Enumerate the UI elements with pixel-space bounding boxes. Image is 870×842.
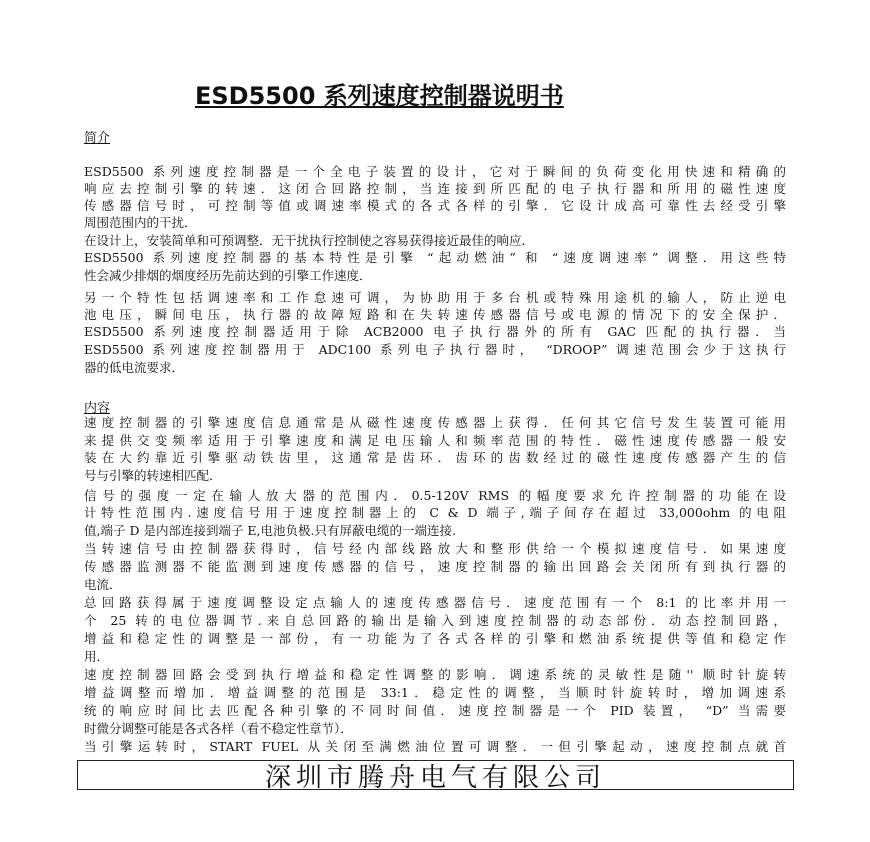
- intro-line: ESD5500 系列速度控制器的基本特性是引擎 “起动燃油” 和 “速度调速率” 调整．用这些特: [84, 250, 786, 265]
- content-line: 计特性范围内.速度信号用于速度控制器上的 C & D 端子,端子间存在超过 33,000ohm 的电阻: [84, 505, 786, 520]
- intro-line: 性会减少排烟的烟度经历先前达到的引擎工作速度．: [84, 268, 372, 283]
- content-line: 来提供交变频率适用于引擎速度和满足电压输人和频率范围的特性．磁性速度传感器一般安: [84, 433, 786, 448]
- intro-line: 周围范围内的干扰．: [84, 215, 197, 230]
- content-line: 增益调整而增加．增益调整的范围是 33:1．稳定性的调整，当顺时针旋转时，增加调速系: [84, 685, 786, 700]
- content-line: 信号的强度一定在输人放大器的范围内．0.5-120V RMS 的幅度要求允许控制器的功能在设: [84, 488, 786, 503]
- content-line: 电流．: [84, 577, 122, 592]
- content-heading: 内容: [84, 401, 111, 416]
- content-line: 装在大约靠近引擎驱动铁齿里，这通常是齿环．齿环的齿数经过的磁性速度传感器产生的信: [84, 450, 786, 465]
- content-line: 速度控制器的引擎速度信息通常是从磁性速度传感器上获得．任何其它信号发生装置可能用: [84, 415, 786, 430]
- content-line: 个 25 转的电位器调节.来自总回路的输出是输入到速度控制器的动态部份．动态控制回路，: [84, 613, 786, 628]
- content-line: 时微分调整可能是各式各样（看不稳定性章节）．: [84, 721, 353, 736]
- intro-line: 器的低电流要求．: [84, 360, 185, 375]
- content-line: 当转速信号由控制器获得时，信号经内部线路放大和整形供给一个模拟速度信号．如果速度: [84, 541, 786, 556]
- intro-line: ESD5500 系列速度控制器用于 ADC100 系列电子执行器时， “DROOP” 调速范围会少于这执行: [84, 342, 786, 357]
- intro-line: 在设计上，安装简单和可预调整．无干扰执行控制使之容易获得接近最佳的响应．: [84, 233, 535, 248]
- intro-line: 池电压，瞬间电压，执行器的故障短路和在失转速传感器信号或电源的情况下的安全保护．: [84, 307, 786, 322]
- content-line: 值,端子 D 是内部连接到端子 E,电池负极.只有屏蔽电缆的一端连接.: [84, 523, 456, 538]
- content-line: 统的响应时间比去匹配各种引擎的不同时间值．速度控制器是一个 PID 装置， “D” 当需要: [84, 703, 786, 718]
- intro-line: 传感器信号时，可控制等值或调速率模式的各式各样的引擎．它设计成高可靠性去经受引擎: [84, 198, 786, 213]
- content-line: 用．: [84, 649, 110, 664]
- content-line: 当引擎运转时，START FUEL 从关闭至满燃油位置可调整．一但引擎起动，速度控制点就首: [84, 739, 786, 754]
- intro-heading: 简介: [84, 131, 111, 146]
- document-title: ESD5500 系列速度控制器说明书: [195, 82, 564, 110]
- content-line: 总回路获得属于速度调整设定点输人的速度传感器信号．速度范围有一个 8:1 的比率并用一: [84, 595, 786, 610]
- intro-line: ESD5500 系列速度控制器是一个全电子装置的设计，它对于瞬间的负荷变化用快速和精确的: [84, 164, 786, 179]
- intro-line: ESD5500 系列速度控制器适用于除 ACB2000 电子执行器外的所有 GAC 匹配的执行器．当: [84, 324, 786, 339]
- content-line: 号与引擎的转速相匹配．: [84, 468, 222, 483]
- company-name: 深圳市腾舟电气有限公司: [264, 762, 606, 793]
- intro-line: 另一个特性包括调速率和工作怠速可调，为协助用于多台机或特殊用途机的输人，防止逆电: [84, 290, 786, 305]
- content-line: 增益和稳定性的调整是一部份，有一功能为了各式各样的引擎和燃油系统提供等值和稳定作: [84, 631, 786, 646]
- intro-line: 响应去控制引擎的转速．这闭合回路控制，当连接到所匹配的电子执行器和所用的磁性速度: [84, 181, 786, 196]
- content-line: 传感器监测器不能监测到速度传感器的信号，速度控制器的输出回路会关闭所有到执行器的: [84, 559, 786, 574]
- content-line: 速度控制器回路会受到执行增益和稳定性调整的影响．调速系统的灵敏性是随'' 顺时针旋转: [84, 667, 786, 682]
- footer-banner: [77, 760, 794, 793]
